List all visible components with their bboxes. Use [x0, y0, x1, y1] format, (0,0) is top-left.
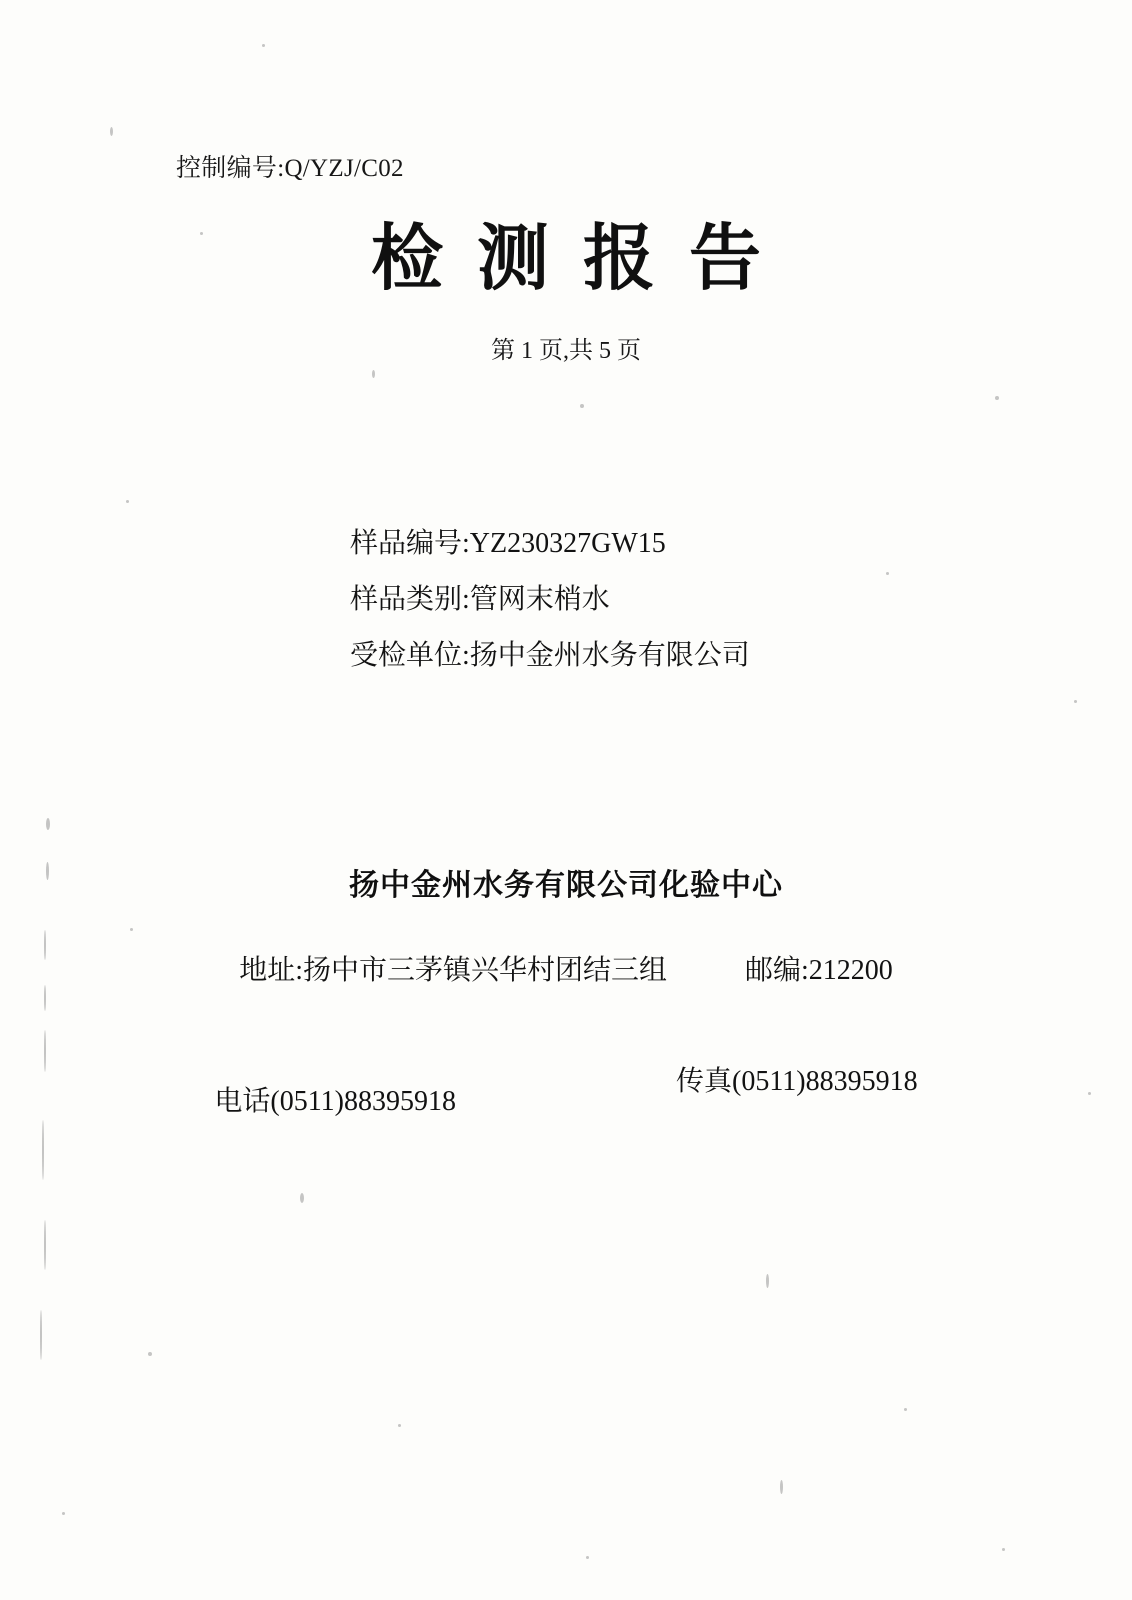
page-title: 检测报告 [370, 215, 795, 300]
postcode-text: 邮编:212200 [745, 955, 893, 986]
contact-row [0, 1065, 1132, 1117]
address-row [0, 948, 1132, 988]
fax-text: 传真(0511)88395918 [676, 1066, 918, 1097]
sample-number: 样品编号:YZ230327GW15 [350, 528, 666, 559]
sample-info-block [350, 516, 750, 684]
inspected-unit: 受检单位:扬中金州水务有限公司 [350, 640, 750, 671]
telephone-text: 电话(0511)88395918 [214, 1086, 456, 1117]
organization-name: 扬中金州水务有限公司化验中心 [349, 869, 783, 902]
control-number: 控制编号:Q/YZJ/C02 [176, 155, 404, 182]
address-text: 地址:扬中市三茅镇兴华村团结三组 [239, 955, 667, 986]
page-indicator: 第 1 页,共 5 页 [491, 338, 641, 364]
sample-category: 样品类别:管网末梢水 [350, 584, 610, 615]
